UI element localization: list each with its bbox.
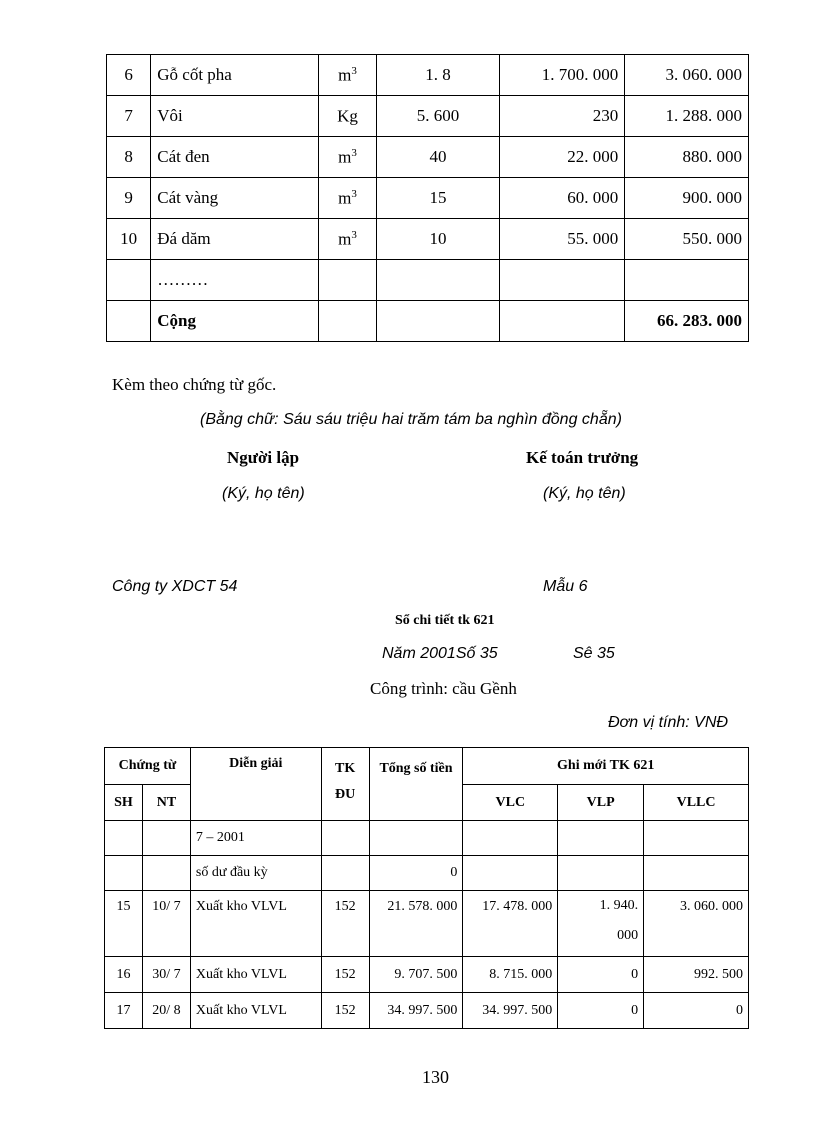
- header-vlp: VLP: [558, 785, 644, 821]
- sh-cell: 17: [105, 993, 143, 1029]
- material-name: Đá dăm: [151, 219, 319, 260]
- vlp-value: 1. 940. 000: [599, 898, 639, 943]
- vllc-cell: 3. 060. 000: [644, 891, 749, 957]
- unit-price: 55. 000: [500, 219, 625, 260]
- row-number: 7: [107, 96, 151, 137]
- tk-cell: [321, 821, 369, 856]
- header-description: Diễn giải: [190, 748, 321, 821]
- tk-cell: 152: [321, 993, 369, 1029]
- table-row: [107, 260, 749, 301]
- total-cell: 21. 578. 000: [369, 891, 463, 957]
- quantity: 10: [376, 219, 500, 260]
- sh-cell: 16: [105, 957, 143, 993]
- material-name: Cát đen: [151, 137, 319, 178]
- table-row: [107, 137, 749, 178]
- attachment-note: Kèm theo chứng từ gốc.: [112, 375, 277, 394]
- unit-cell: [319, 55, 376, 96]
- unit-cell: [319, 260, 376, 301]
- amount: [625, 260, 749, 301]
- amount: 1. 288. 000: [625, 96, 749, 137]
- unit-price: 1. 700. 000: [500, 55, 625, 96]
- row-number: [107, 260, 151, 301]
- currency-unit: Đơn vị tính: VNĐ: [608, 714, 728, 731]
- header-nt: NT: [142, 785, 190, 821]
- vlc-cell: 8. 715. 000: [463, 957, 558, 993]
- unit-cell: [319, 219, 376, 260]
- row-number: 9: [107, 178, 151, 219]
- ledger-year-number: Năm 2001Số 35: [382, 645, 498, 662]
- project-name: Công trình: cầu Gềnh: [370, 679, 517, 698]
- amount: 900. 000: [625, 178, 749, 219]
- nt-cell: 30/ 7: [142, 957, 190, 993]
- header-voucher: Chứng từ: [105, 748, 191, 785]
- total-cell: 0: [369, 856, 463, 891]
- nt-cell: 20/ 8: [142, 993, 190, 1029]
- vllc-cell: 0: [644, 993, 749, 1029]
- total-label: Cộng: [151, 301, 319, 342]
- amount: 550. 000: [625, 219, 749, 260]
- table-row: [105, 891, 749, 957]
- nt-cell: 10/ 7: [142, 891, 190, 957]
- table-row: [105, 957, 749, 993]
- vllc-cell: [644, 821, 749, 856]
- ledger-title: Sổ chi tiết tk 621: [395, 613, 495, 628]
- table-row: [107, 219, 749, 260]
- amount: 880. 000: [625, 137, 749, 178]
- ledger-table: [104, 747, 749, 1029]
- materials-table: [106, 54, 749, 342]
- unit-price: 60. 000: [500, 178, 625, 219]
- vlc-cell: 17. 478. 000: [463, 891, 558, 957]
- row-number: 10: [107, 219, 151, 260]
- unit: Kg: [337, 106, 358, 126]
- tk-cell: 152: [321, 957, 369, 993]
- ledger-series: Sê 35: [573, 645, 615, 662]
- header-vlc: VLC: [463, 785, 558, 821]
- description-cell: số dư đầu kỳ: [190, 856, 321, 891]
- row-number: 6: [107, 55, 151, 96]
- vlc-cell: [463, 821, 558, 856]
- quantity: 1. 8: [376, 55, 500, 96]
- quantity: [376, 260, 500, 301]
- company-name: Công ty XDCT 54: [112, 578, 238, 595]
- table-row: [105, 856, 749, 891]
- table-row: [107, 55, 749, 96]
- nt-cell: [142, 821, 190, 856]
- total-cell: [369, 821, 463, 856]
- material-name: Vôi: [151, 96, 319, 137]
- header-debit-group: Ghi mới TK 621: [463, 748, 749, 785]
- header-vllc: VLLC: [644, 785, 749, 821]
- unit-exponent: 3: [351, 146, 357, 159]
- unit-exponent: 3: [351, 187, 357, 200]
- unit: m: [338, 147, 352, 167]
- amount-in-words: (Bằng chữ: Sáu sáu triệu hai trăm tám ba nghìn đồng chẵn): [200, 411, 622, 428]
- table-row: [105, 821, 749, 856]
- preparer-note: (Ký, họ tên): [222, 485, 305, 502]
- tk-cell: 152: [321, 891, 369, 957]
- amount: 3. 060. 000: [625, 55, 749, 96]
- unit-cell: [319, 96, 376, 137]
- table-row: [107, 96, 749, 137]
- vlp-cell: [558, 856, 644, 891]
- description-cell: 7 – 2001: [190, 821, 321, 856]
- unit: m: [338, 229, 352, 249]
- vlp-cell: 0: [558, 957, 644, 993]
- form-number: Mẫu 6: [543, 578, 588, 595]
- vllc-cell: [644, 856, 749, 891]
- sh-cell: 15: [105, 891, 143, 957]
- row-number: 8: [107, 137, 151, 178]
- header-tk-du: TK ĐU: [321, 748, 369, 821]
- chief-accountant-note: (Ký, họ tên): [543, 485, 626, 502]
- quantity: 40: [376, 137, 500, 178]
- unit-exponent: 3: [351, 64, 357, 77]
- preparer-title: Người lập: [227, 448, 300, 467]
- unit-price: 22. 000: [500, 137, 625, 178]
- sh-cell: [105, 856, 143, 891]
- unit-exponent: 3: [351, 228, 357, 241]
- unit-price: [500, 260, 625, 301]
- unit-price: 230: [500, 96, 625, 137]
- vlc-cell: [463, 856, 558, 891]
- description-cell: Xuất kho VLVL: [190, 993, 321, 1029]
- tk-cell: [321, 856, 369, 891]
- description-cell: Xuất kho VLVL: [190, 891, 321, 957]
- chief-accountant-title: Kế toán trưởng: [526, 448, 639, 467]
- total-amount: 66. 283. 000: [625, 301, 749, 342]
- description-cell: Xuất kho VLVL: [190, 957, 321, 993]
- vlp-cell: [558, 891, 644, 957]
- nt-cell: [142, 856, 190, 891]
- unit-cell: [319, 137, 376, 178]
- vllc-cell: 992. 500: [644, 957, 749, 993]
- table-row: [107, 178, 749, 219]
- vlp-cell: [558, 821, 644, 856]
- vlp-cell: 0: [558, 993, 644, 1029]
- sh-cell: [105, 821, 143, 856]
- total-cell: 34. 997. 500: [369, 993, 463, 1029]
- page-number: 130: [422, 1067, 449, 1087]
- unit-cell: [319, 178, 376, 219]
- total-row: [107, 301, 749, 342]
- header-row: [105, 748, 749, 785]
- quantity: 15: [376, 178, 500, 219]
- table-row: [105, 993, 749, 1029]
- vlc-cell: 34. 997. 500: [463, 993, 558, 1029]
- total-cell: 9. 707. 500: [369, 957, 463, 993]
- unit: m: [338, 65, 352, 85]
- material-name: Cát vàng: [151, 178, 319, 219]
- header-total: Tổng số tiền: [369, 748, 463, 821]
- material-name: Gỗ cốt pha: [151, 55, 319, 96]
- material-name: ………: [151, 260, 319, 301]
- unit: m: [338, 188, 352, 208]
- quantity: 5. 600: [376, 96, 500, 137]
- header-sh: SH: [105, 785, 143, 821]
